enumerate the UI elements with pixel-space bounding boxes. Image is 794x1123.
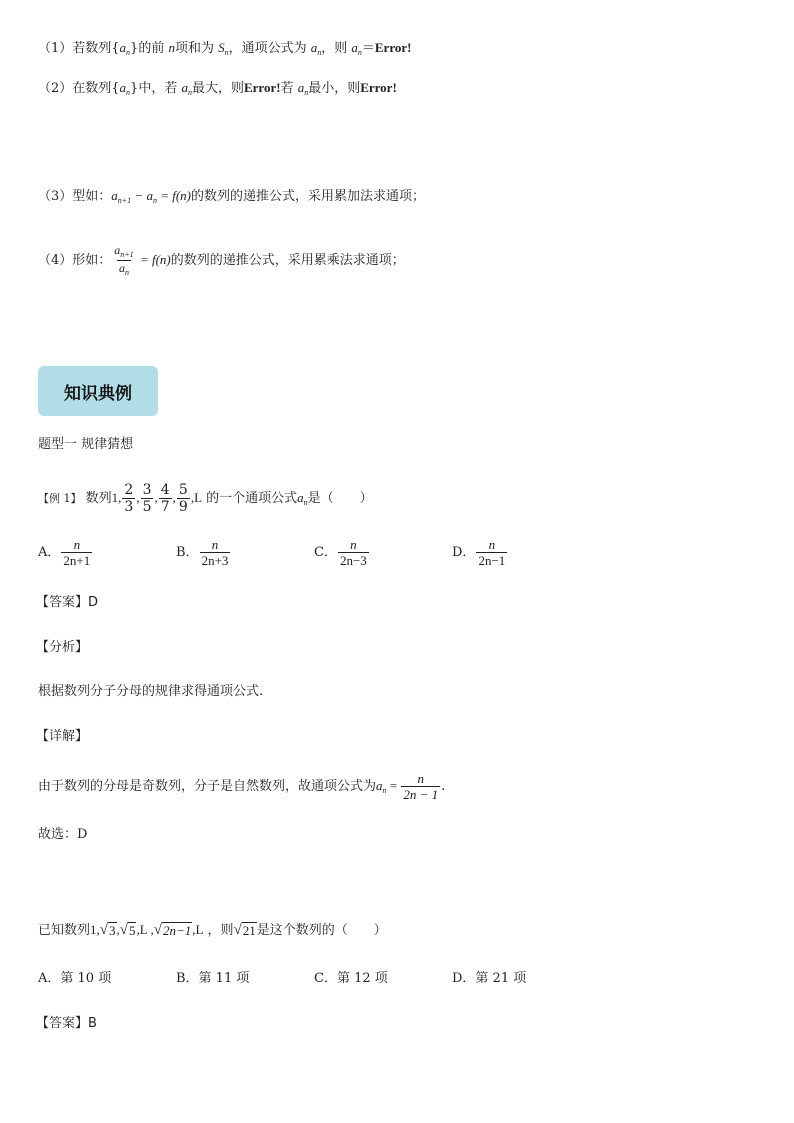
detail-eq: = bbox=[386, 778, 401, 793]
sqrt-5-body: 5 bbox=[128, 923, 136, 938]
example2-question bbox=[38, 918, 387, 943]
option-d bbox=[452, 533, 508, 573]
detail-frac bbox=[401, 772, 440, 801]
option-b bbox=[176, 533, 314, 573]
option2-b: B．第 11 项 bbox=[176, 971, 250, 986]
sqrt-3-body: 3 bbox=[109, 923, 116, 938]
example2-seq-end: ,L bbox=[192, 922, 204, 937]
example1-analysis-text: 根据数列分子分母的规律求得通项公式. bbox=[38, 684, 264, 699]
item3-sub1: n+1 bbox=[117, 196, 132, 205]
detail-text: 由于数列的分母是奇数列，分子是自然数列，故通项公式为 bbox=[38, 779, 377, 794]
sqrt-icon: √ bbox=[233, 922, 242, 938]
item1-sub: n bbox=[126, 48, 131, 57]
example1-choose: 故选：D bbox=[38, 827, 88, 842]
example2-answer: 【答案】B bbox=[36, 1016, 97, 1031]
example2-text-a: 已知数列 bbox=[38, 923, 91, 938]
sqrt-2n-1-body: 2n−1 bbox=[162, 923, 192, 938]
item3-minus: − a bbox=[131, 188, 153, 203]
comma: , bbox=[116, 922, 120, 937]
option-c bbox=[314, 533, 452, 573]
option-c-den: 2n−3 bbox=[339, 553, 367, 568]
item1-sub3: n bbox=[317, 48, 322, 57]
item1-sub4: n bbox=[357, 48, 362, 57]
frac4-den: 9 bbox=[178, 499, 188, 515]
frac2-den: 5 bbox=[142, 499, 152, 515]
example1-label: 【例 1】 bbox=[38, 492, 82, 505]
item4-num: a bbox=[114, 243, 121, 257]
frac3-den: 7 bbox=[160, 499, 170, 515]
item3-text-b: 的数列的递推公式，采用累加法求通项； bbox=[191, 189, 426, 204]
example1-answer: 【答案】D bbox=[36, 595, 99, 610]
item4-eq: = f(n) bbox=[136, 252, 171, 267]
option2-a: A．第 10 项 bbox=[38, 971, 112, 986]
item1-text-a: （1）若数列{ bbox=[38, 41, 120, 56]
item3-sub2: n bbox=[152, 196, 157, 205]
option-c-label: C． bbox=[314, 545, 337, 560]
item1-text-f: ＝ bbox=[361, 41, 375, 56]
example1-text-c: 是（ ） bbox=[307, 491, 373, 506]
item1-var-a3: a bbox=[351, 40, 358, 55]
example1-frac-2 bbox=[141, 483, 154, 514]
detail-num: n bbox=[417, 771, 424, 786]
example2-options bbox=[38, 969, 526, 989]
section-badge: 知识典例 bbox=[38, 366, 158, 416]
example2-text-b: ，则 bbox=[203, 923, 234, 938]
item1-var-a2: a bbox=[310, 40, 318, 55]
item2-sub2: n bbox=[187, 88, 192, 97]
option-d-num: n bbox=[488, 537, 496, 552]
item3-text-a: （3）型如： bbox=[38, 189, 112, 204]
item1-text-b: }的前 bbox=[130, 41, 169, 56]
comma: , bbox=[172, 490, 176, 505]
example1-text-a: 数列 bbox=[81, 491, 112, 506]
comma: , bbox=[136, 490, 140, 505]
option-d-frac bbox=[476, 538, 507, 567]
item2-var-a3: a bbox=[297, 80, 305, 95]
item2-error-2: Error! bbox=[360, 80, 397, 95]
example1-seq-end: ,L bbox=[190, 490, 203, 505]
sqrt-icon: √ bbox=[119, 922, 128, 938]
sqrt-21 bbox=[234, 922, 257, 938]
item4-den-sub: n bbox=[124, 268, 129, 277]
sqrt-icon: √ bbox=[99, 922, 108, 938]
option-c-frac bbox=[338, 538, 369, 567]
item1-error: Error! bbox=[374, 40, 412, 55]
item-3 bbox=[38, 186, 425, 211]
example1-options bbox=[38, 533, 508, 573]
sqrt-2n-1 bbox=[154, 922, 193, 938]
option-a-num: n bbox=[73, 537, 81, 552]
example1-seq-first: 1, bbox=[111, 490, 122, 505]
item1-text-e: ，则 bbox=[321, 41, 352, 56]
item1-var-n: n bbox=[168, 40, 175, 55]
item2-text-d: 若 bbox=[280, 81, 298, 96]
detail-var: a bbox=[376, 778, 383, 793]
item2-sub: n bbox=[126, 88, 131, 97]
example1-question bbox=[38, 478, 373, 523]
frac1-num: 2 bbox=[124, 482, 134, 498]
sqrt-icon: √ bbox=[153, 922, 162, 938]
topic-heading: 题型一 规律猜想 bbox=[38, 437, 134, 452]
example1-var-a: a bbox=[297, 490, 304, 505]
example1-detail bbox=[38, 764, 445, 813]
option2-d: D．第 21 项 bbox=[452, 971, 527, 986]
item4-text-b: 的数列的递推公式，采用累乘法求通项； bbox=[170, 253, 405, 268]
example1-var-sub: n bbox=[303, 498, 308, 507]
frac4-num: 5 bbox=[178, 482, 188, 498]
item2-sub3: n bbox=[304, 88, 309, 97]
item2-text-e: 最小，则 bbox=[308, 81, 361, 96]
detail-sub: n bbox=[382, 786, 387, 795]
example1-frac-4 bbox=[177, 483, 190, 514]
option-b-den: 2n+3 bbox=[201, 553, 229, 568]
item1-var-S: S bbox=[218, 40, 225, 55]
item-4 bbox=[38, 240, 405, 281]
option2-c: C．第 12 项 bbox=[314, 971, 388, 986]
item4-den: a bbox=[118, 261, 125, 275]
sqrt-21-body: 21 bbox=[242, 923, 256, 938]
example2-seq-mid: ,L , bbox=[136, 922, 154, 937]
sqrt-3 bbox=[100, 922, 117, 938]
option-b-num: n bbox=[211, 537, 219, 552]
frac2-num: 3 bbox=[142, 482, 152, 498]
comma: , bbox=[154, 490, 158, 505]
item2-text-a: （2）在数列{ bbox=[38, 81, 120, 96]
example1-analysis-title: 【分析】 bbox=[36, 640, 89, 655]
item2-text-b: }中，若 bbox=[130, 81, 182, 96]
option-a-den: 2n+1 bbox=[63, 553, 91, 568]
option-b-frac bbox=[200, 538, 231, 567]
option-d-den: 2n−1 bbox=[478, 553, 506, 568]
item1-sub2: n bbox=[224, 48, 229, 57]
item4-num-sub: n+1 bbox=[120, 250, 134, 259]
sqrt-5 bbox=[120, 922, 137, 938]
option-c-num: n bbox=[350, 537, 357, 552]
item2-var-a2: a bbox=[181, 80, 188, 95]
detail-end: . bbox=[441, 779, 446, 794]
item2-text-c: 最大，则 bbox=[191, 81, 244, 96]
example1-text-b: 的一个通项公式 bbox=[202, 491, 298, 506]
frac1-den: 3 bbox=[124, 499, 134, 515]
example2-seq-first: 1, bbox=[90, 922, 100, 937]
item-2 bbox=[38, 78, 397, 103]
example1-frac-3 bbox=[159, 483, 172, 514]
option-a bbox=[38, 533, 176, 573]
item2-var-a: a bbox=[119, 80, 127, 95]
example1-frac-1 bbox=[122, 483, 135, 514]
option-b-label: B． bbox=[176, 545, 199, 560]
frac3-num: 4 bbox=[160, 482, 170, 498]
item4-text-a: （4）形如： bbox=[38, 253, 112, 268]
option-a-frac bbox=[61, 538, 92, 567]
item1-text-d: ，通项公式为 bbox=[228, 41, 311, 56]
item1-var-a: a bbox=[119, 40, 127, 55]
item4-fraction bbox=[112, 244, 135, 277]
example1-detail-title: 【详解】 bbox=[36, 729, 89, 744]
item2-error-1: Error! bbox=[243, 80, 281, 95]
example2-text-c: 是这个数列的（ ） bbox=[256, 923, 387, 938]
item-1 bbox=[38, 38, 411, 63]
option-d-label: D． bbox=[452, 545, 476, 560]
item3-formula-a: a bbox=[111, 188, 118, 203]
item3-eq: = f(n) bbox=[156, 188, 192, 203]
option-a-label: A． bbox=[38, 545, 61, 560]
item1-text-c: 项和为 bbox=[174, 41, 219, 56]
detail-den: 2n − 1 bbox=[403, 787, 439, 802]
